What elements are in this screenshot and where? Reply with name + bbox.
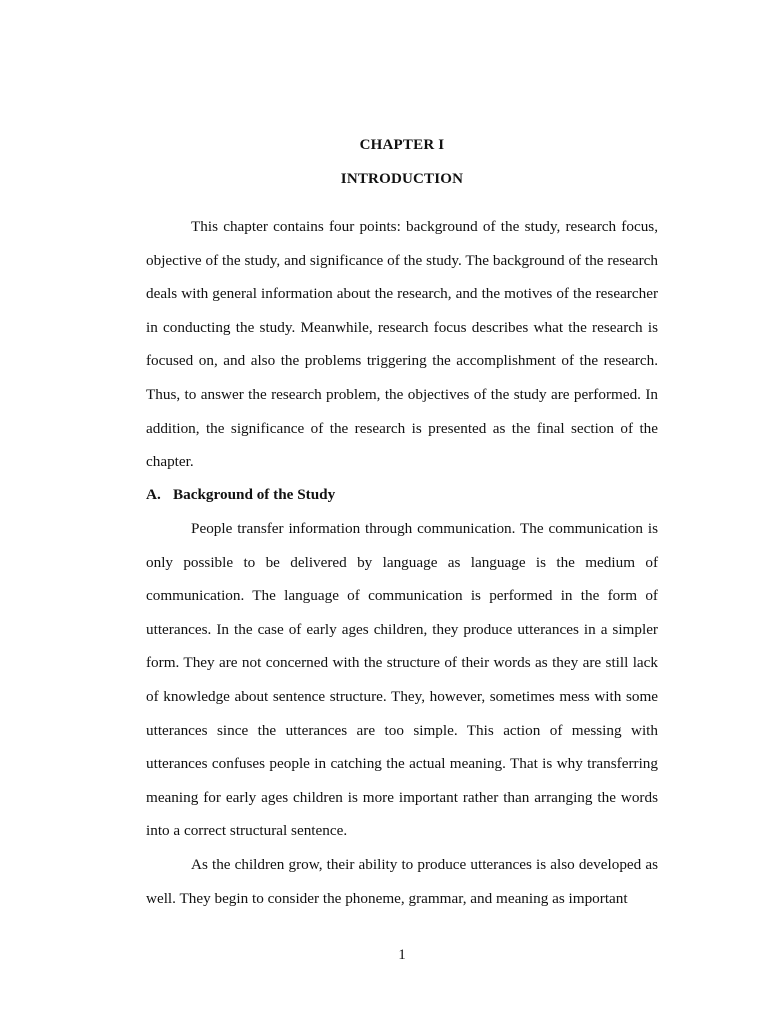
background-paragraph-1 — [146, 512, 658, 848]
chapter-label: CHAPTER I — [359, 137, 445, 153]
section-letter: A. — [146, 486, 161, 503]
section-heading — [146, 486, 335, 504]
background-paragraph-2 — [146, 848, 658, 915]
intro-paragraph — [146, 210, 658, 479]
chapter-title: INTRODUCTION — [340, 171, 464, 187]
section-title: Background of the Study — [173, 486, 336, 503]
page-number: 1 — [398, 947, 406, 963]
background-paragraph-2-text: As the children grow, their ability to produce utterances is also developed as well. They begin to consider the phoneme, grammar, and meaning as important — [146, 856, 658, 907]
intro-paragraph-text: This chapter contains four points: background of the study, research focus, objective of the study, and significance of the study. The background of the research deals with general information about the research, and the motives of the researcher in conducting the study. Meanwhile, research focus describes what the research is focused on, and also the problems triggering the accomplishment of the research. Thus, to answer the research problem, the objectives of the study are performed. In addition, the significance of the research is presented as the final section of the chapter. — [146, 218, 658, 471]
background-paragraph-1-text: People transfer information through communication. The communication is only possible to be delivered by language as language is the medium of communication. The language of communication is performed in the form of utterances. In the case of early ages children, they produce utterances in a simpler form. They are not concerned with the structure of their words as they are still lack of knowledge about sentence structure. They, however, sometimes mess with some utterances since the utterances are too simple. This action of messing with utterances confuses people in catching the actual meaning. That is why transferring meaning for early ages children is more important rather than arranging the words into a correct structural sentence. — [146, 520, 658, 840]
